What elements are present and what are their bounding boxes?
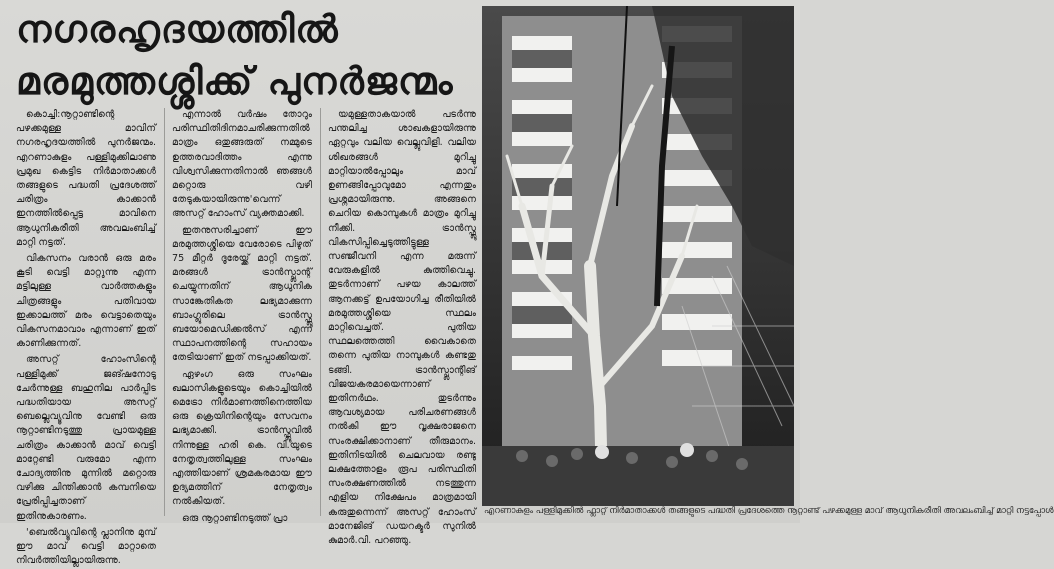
paragraph: വികസനം വരാൻ ഒരു മരം കൂടി വെട്ടി മാറ്റുന്നു എന്ന മട്ടിലുള്ള വാർത്തകളും ചിത്രങ്ങളും പതിവായ ഇക്കാലത്ത് മരം വെട്ടാതെയും വികസനമാവാം എന്നാണ് ഇത് കാണിക്കുന്നത്. xyxy=(16,253,156,350)
paragraph: 'ബെൽവ്യൂവിന്റെ പ്ലാനിനു മുമ്പ് ഈ മാവ് വെട്ടി മാറ്റാതെ നിവർത്തിയില്ലായിരുന്നു. xyxy=(16,526,156,567)
paragraph: ഒരു നൂറ്റാണ്ടിനടുത്ത് പ്രാ xyxy=(182,512,288,524)
photo-caption: എറണാകുളം പള്ളിമുക്കിൽ ഫ്ലാറ്റ് നിർമാതാക്കൾ തങ്ങളുടെ പദ്ധതി പ്രദേശത്തെ നൂറ്റാണ്ട് പഴക്കമുള്ള മാവ് ആധുനികരീതി അവലംബിച്ച് മാറ്റി നട്ടപ്പോൾ xyxy=(484,506,1054,516)
paragraph: ഏഴംഗ ഒരു സംഘം ഖലാസികളുടെയും കൊച്ചിയിൽ മെട്രോ നിർമാണത്തിനെത്തിയ ഒരു ക്രെയിനിന്റെയും സേവനം ലഭ്യമാക്കി. ട്രാൻസ്ഫ്ലൂവിൽ നിന്നുള്ള ഹരി കെ. വി.യുടെ നേതൃത്വത്തിലുള്ള സംഘം എത്തിയാണ് ശ്രമകരമായ ഈ ഉദ്യമത്തിന് നേതൃത്വം നൽകിയത്. xyxy=(172,368,312,508)
headline-line-1: നഗരഹൃദയത്തിൽ xyxy=(16,7,339,51)
headline-line-2: മരമുത്തശ്ശിക്ക് പുനർജന്മം xyxy=(16,59,454,103)
paragraph: അസറ്റ് ഹോംസിന്റെ പള്ളിമുക്ക് ജങ്ഷനോടു ചേർന്നുള്ള ബഹുനില പാർപ്പിട പദ്ധതിയായ അസറ്റ് ബെല്ലെവ്യൂവിനു വേണ്ടി ഒരു നൂറ്റാണ്ടിനടുത്തു പ്രായമുള്ള ചരിത്രം കാക്കാൻ മാവ് വെട്ടി മാറ്റേണ്ടി വരുമോ എന്ന ചോദ്യത്തിനു മുന്നിൽ മറ്റൊരു വഴിക്കു ചിന്തിക്കാൻ കമ്പനിയെ പ്രേരിപ്പിച്ചതാണ് ഇതിനുകാരണം. xyxy=(16,354,156,522)
paragraph: ഇതനുസരിച്ചാണ് ഈ മരമുത്തശ്ശിയെ വേരോടെ പിഴുത് 75 മീറ്റർ ദൂരേയ്ക്ക് മാറ്റി നട്ടത്. മരങ്ങൾ ട്രാൻസ്പ്ലാന്റ് ചെയ്യുന്നതിന് ആധുനിക സാങ്കേതികത ലഭ്യമാക്കുന്ന ബാംഗ്ലൂരിലെ ട്രാൻസ്ഫ്ലൂ ബയോമെഡിക്കൽസ് എന്ന സ്ഥാപനത്തിന്റെ സഹായം തേടിയാണ് ഇത് നടപ്പാക്കിയത്. xyxy=(172,224,312,364)
paragraph: യമുള്ളതാകയാൽ പടർന്നു പന്തലിച്ച ശാഖകളായിരുന്നു ഏറ്റവും വലിയ വെല്ലുവിളി. വലിയ ശിഖരങ്ങൾ മുറിച്ചു മാറ്റിയാൽപ്പോലും മാവ് ഉണങ്ങിപ്പോവുമോ എന്നതും പ്രശ്നമായിരുന്നു. അങ്ങനെ ചെറിയ കൊമ്പുകൾ മാത്രം മുറിച്ചു നീക്കി. ട്രാൻസ്ഫ്ലൂ വികസിപ്പിച്ചെടുത്തിട്ടുള്ള സഞ്ജീവനി എന്ന മരുന്ന് വേരുകളിൽ കുത്തിവെച്ചു. തുടർന്നാണ് പഴയ കാലത്ത് ആനക്കട്ട് ഉപയോഗിച്ച രീതിയിൽ മരമുത്തശ്ശിയെ സ്ഥലം മാറ്റിവെച്ചത്. പുതിയ സ്ഥലത്തെത്തി വൈകാതെ തന്നെ പുതിയ നാമ്പുകൾ കണ്ടതു ടങ്ങി. ട്രാൻസ്പ്ലാന്റിങ് വിജയകരമായെന്നാണ് ഇതിനർഥം. തുടർന്നും ആവശ്യമായ പരിചരണങ്ങൾ നൽകി ഈ വൃക്ഷരാജനെ സംരക്ഷിക്കാനാണ് തീരുമാനം. ഇതിനിടയിൽ ചെലവായ രണ്ടു ലക്ഷത്തോളം രൂപ പരിസ്ഥിതി സംരക്ഷണത്തിൽ നടത്തുന്ന എളിയ നിക്ഷേപം മാത്രമായി കരുതുന്നെന്ന് അസറ്റ് ഹോംസ് മാനേജിങ് ഡയറക്ടർ സുനിൽ കുമാർ.വി. പറഞ്ഞു. xyxy=(328,109,476,547)
paragraph: കൊച്ചി:നൂറ്റാണ്ടിന്റെ പഴക്കമുള്ള മാവിന് നഗരഹൃദയത്തിൽ പുനർജന്മം. എറണാകുളം പള്ളിമുക്കിലാണു പ്രമുഖ കെട്ടിട നിർമാതാക്കൾ തങ്ങളുടെ പദ്ധതി പ്രദേശത്ത് ചരിത്രം കാക്കാൻ ഇനത്തിൽപ്പെട്ട മാവിനെ ആധുനികരീതി അവലംബിച്ച് മാറ്റി നട്ടത്. xyxy=(16,109,156,248)
paragraph: എന്നാൽ വർഷം തോറും പരിസ്ഥിതിദിനമാചരിക്കുന്നതിൽ മാത്രം ഒതുങ്ങരുത് നമ്മുടെ ഉത്തരവാദിത്തം എന്നു വിശ്വസിക്കുന്നതിനാൽ ഞങ്ങൾ മറ്റൊരു വഴി തേടുകയായിരുന്നു'വെന്ന് അസറ്റ് ഹോംസ് വ്യക്തമാക്കി. xyxy=(172,109,312,220)
news-photo-tree-transplant xyxy=(482,6,794,506)
article-body xyxy=(16,108,476,567)
article-column-2 xyxy=(172,108,312,524)
headline xyxy=(16,6,471,104)
article-column-1 xyxy=(16,108,156,567)
article-column-3 xyxy=(328,108,476,547)
photo-illustration xyxy=(482,6,794,506)
